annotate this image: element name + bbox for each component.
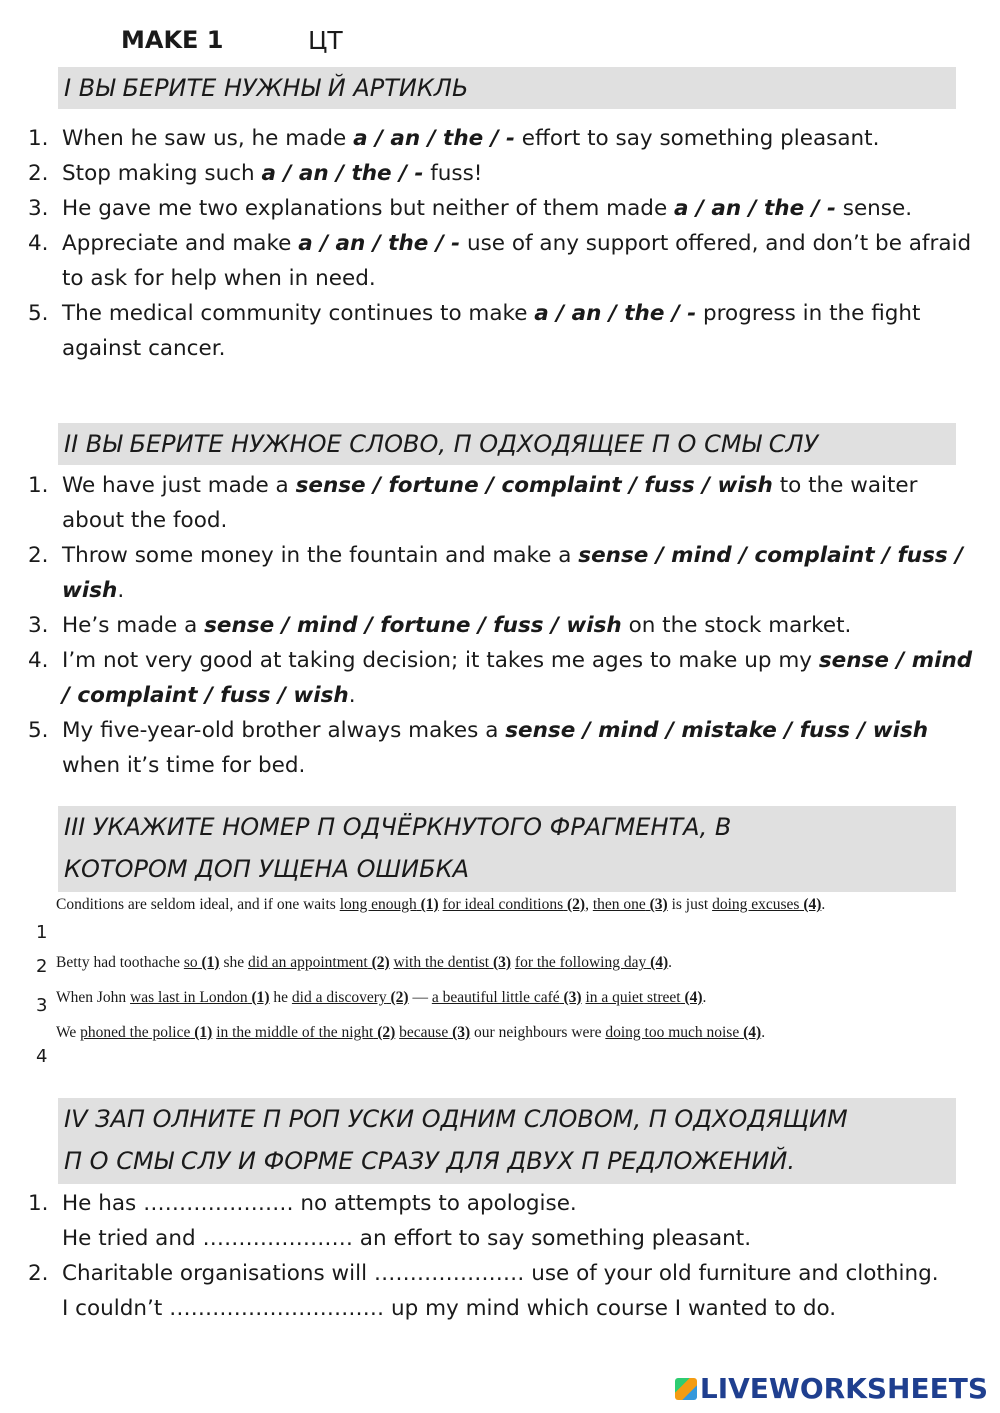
list-item	[28, 643, 983, 713]
fragment-marker: (4)	[646, 954, 669, 971]
fragment-marker: (2)	[373, 1024, 396, 1041]
fragment-3[interactable]: because	[399, 1024, 449, 1041]
list-item	[28, 191, 983, 226]
item-number: 2	[36, 956, 48, 977]
sentence-line	[62, 1291, 983, 1326]
item-text: Stop making such	[62, 161, 262, 186]
section-1-list	[28, 121, 983, 366]
section-2-list	[28, 468, 983, 783]
list-item	[28, 1186, 983, 1256]
fragment-4[interactable]: doing excuses	[712, 896, 800, 913]
fragment-1[interactable]: so	[183, 954, 198, 971]
answer-options[interactable]: a / an / the / -	[261, 161, 424, 186]
fragment-marker: (2)	[563, 896, 586, 913]
answer-options[interactable]: a / an / the / -	[674, 196, 836, 221]
fragment-4[interactable]: doing too much noise	[605, 1024, 740, 1041]
list-item	[28, 121, 983, 156]
item-text: effort to say something pleasant.	[514, 126, 880, 151]
answer-options[interactable]: sense / mind / complaint / fuss / wish	[62, 648, 973, 708]
item-text: Charitable organisations will	[62, 1261, 374, 1286]
item-text: sense.	[835, 196, 913, 221]
list-item	[28, 296, 983, 366]
answer-options[interactable]: a / an / the / -	[353, 126, 515, 151]
sentence-text: —	[408, 989, 432, 1006]
answer-options[interactable]: sense / fortune / complaint / fuss / wish	[295, 473, 773, 498]
fragment-marker: (1)	[416, 896, 439, 913]
item-number: 1.	[28, 1191, 49, 1216]
fragment-marker: (4)	[680, 989, 703, 1006]
fragment-1[interactable]: long enough	[339, 896, 417, 913]
fragment-marker: (4)	[799, 896, 822, 913]
answer-options[interactable]: a / an / the / -	[298, 231, 461, 256]
fragment-2[interactable]: for ideal conditions	[442, 896, 564, 913]
item-text: when it’s time for bed.	[62, 753, 306, 778]
item-text: use of your old furniture and clothing.	[524, 1261, 939, 1286]
worksheet-subtitle: ЦТ	[308, 26, 343, 55]
item-text: Appreciate and make	[62, 231, 299, 256]
sentence-text: .	[702, 989, 707, 1006]
item-number: 2.	[28, 543, 49, 568]
list-item	[28, 226, 983, 296]
item-number: 4.	[28, 648, 49, 673]
error-item	[36, 893, 936, 943]
list-item	[28, 713, 983, 783]
sentence-text: .	[668, 954, 673, 971]
item-number: 1.	[28, 473, 49, 498]
list-item	[28, 156, 983, 191]
item-text: My five-year-old brother always makes a	[62, 718, 506, 743]
error-item	[36, 951, 936, 979]
blank-field[interactable]: …………………	[143, 1191, 294, 1216]
item-text: .	[117, 578, 125, 603]
fragment-1[interactable]: was last in London	[130, 989, 248, 1006]
item-text: to the waiter about the food.	[62, 473, 918, 533]
section-3-heading-line2: КОТОРОМ ДОП УЩЕНА ОШИБКА	[64, 855, 470, 883]
fragment-4[interactable]: in a quiet street	[585, 989, 681, 1006]
fragment-2[interactable]: did a discovery	[291, 989, 387, 1006]
sentence-line	[62, 1256, 983, 1291]
section-3-heading	[58, 806, 956, 892]
fragment-marker: (1)	[190, 1024, 213, 1041]
item-text: use of any support offered, and don’t be afraid to ask for help when in need.	[62, 231, 972, 291]
sentence-text: .	[761, 1024, 766, 1041]
error-item	[36, 986, 936, 1014]
item-text: He tried and	[62, 1226, 203, 1251]
fragment-marker: (3)	[448, 1024, 471, 1041]
item-text: .	[348, 683, 356, 708]
list-item	[28, 538, 983, 608]
worksheet-title: MAKE 1	[121, 26, 224, 54]
blank-field[interactable]: …………………	[202, 1226, 353, 1251]
sentence-text: is just	[667, 896, 713, 913]
answer-options[interactable]: sense / mind / complaint / fuss / wish	[62, 543, 964, 603]
item-text: fuss!	[423, 161, 483, 186]
item-text: He gave me two explanations but neither of them made	[62, 196, 675, 221]
fragment-marker: (2)	[367, 954, 390, 971]
fragment-4[interactable]: for the following day	[514, 954, 647, 971]
list-item	[28, 608, 983, 643]
fragment-2[interactable]: in the middle of the night	[216, 1024, 374, 1041]
blank-field[interactable]: …………………	[373, 1261, 525, 1286]
sentence-text: Betty had toothache	[56, 954, 184, 971]
sentence-text: .	[821, 896, 826, 913]
fragment-3[interactable]: with the dentist	[393, 954, 490, 971]
item-text: no attempts to apologise.	[293, 1191, 577, 1216]
sentence-text: our neighbours were	[470, 1024, 606, 1041]
liveworksheets-logo-icon	[675, 1378, 697, 1400]
answer-options[interactable]: sense / mind / fortune / fuss / wish	[204, 613, 622, 638]
item-text: up my mind which course I wanted to do.	[384, 1296, 837, 1321]
fragment-marker: (3)	[489, 954, 512, 971]
sentence-line	[62, 1186, 983, 1221]
section-2-heading: II ВЫ БЕРИТЕ НУЖНОЕ СЛОВО, П ОДХОДЯЩЕЕ П О СМЫ СЛУ	[58, 423, 956, 465]
sentence-text: ,	[585, 896, 593, 913]
logo-text: LIVEWORKSHEETS	[699, 1372, 988, 1405]
item-text: progress in the fight against cancer.	[62, 301, 921, 361]
item-number: 3.	[28, 196, 49, 221]
item-text: When he saw us, he made	[62, 126, 354, 151]
item-text: The medical community continues to make	[62, 301, 535, 326]
item-number: 4.	[28, 231, 49, 256]
section-4-heading-line2: П О СМЫ СЛУ И ФОРМЕ СРАЗУ ДЛЯ ДВУХ П РЕДЛОЖЕНИЙ.	[64, 1147, 795, 1175]
fragment-marker: (4)	[739, 1024, 762, 1041]
item-text: I couldn’t	[62, 1296, 170, 1321]
list-item	[28, 468, 983, 538]
item-number: 1.	[28, 126, 49, 151]
liveworksheets-logo	[675, 1372, 988, 1405]
item-number: 3.	[28, 613, 49, 638]
section-4-heading-line1: IV ЗАП ОЛНИТЕ П РОП УСКИ ОДНИМ СЛОВОМ, П ОДХОДЯЩИМ	[64, 1105, 848, 1133]
item-number: 2.	[28, 1261, 49, 1286]
fragment-3[interactable]: then one	[592, 896, 646, 913]
item-text: Throw some money in the fountain and make a	[62, 543, 579, 568]
error-sentence	[56, 1021, 926, 1044]
item-number: 3	[36, 995, 48, 1016]
item-number: 2.	[28, 161, 49, 186]
fragment-marker: (2)	[386, 989, 409, 1006]
fragment-1[interactable]: phoned the police	[80, 1024, 191, 1041]
answer-options[interactable]: sense / mind / mistake / fuss / wish	[505, 718, 929, 743]
fragment-2[interactable]: did an appointment	[248, 954, 368, 971]
item-number: 4	[36, 1046, 48, 1067]
section-4-heading	[58, 1098, 956, 1184]
error-sentence	[56, 951, 926, 974]
sentence-text: We	[56, 1024, 81, 1041]
error-sentence	[56, 986, 926, 1009]
section-4-list	[28, 1186, 983, 1326]
fragment-marker: (1)	[197, 954, 220, 971]
item-text: on the stock market.	[621, 613, 852, 638]
sentence-text: Conditions are seldom ideal, and if one waits	[56, 896, 340, 913]
error-sentence	[56, 893, 926, 916]
sentence-text: When John	[56, 989, 131, 1006]
sentence-line	[62, 1221, 983, 1256]
item-text: He’s made a	[62, 613, 205, 638]
item-text: He has	[62, 1191, 144, 1216]
section-3-heading-line1: III УКАЖИТЕ НОМЕР П ОДЧЁРКНУТОГО ФРАГМЕНТА, В	[64, 813, 732, 841]
fragment-marker: (3)	[645, 896, 668, 913]
error-item	[36, 1021, 936, 1071]
answer-options[interactable]: a / an / the / -	[534, 301, 697, 326]
item-text: an effort to say something pleasant.	[352, 1226, 752, 1251]
fragment-marker: (3)	[559, 989, 582, 1006]
fragment-3[interactable]: a beautiful little café	[431, 989, 560, 1006]
item-number: 5.	[28, 301, 49, 326]
item-text: We have just made a	[62, 473, 296, 498]
fragment-marker: (1)	[247, 989, 270, 1006]
sentence-text: he	[269, 989, 292, 1006]
section-1-heading: I ВЫ БЕРИТЕ НУЖНЫ Й АРТИКЛЬ	[58, 67, 956, 109]
item-number: 1	[36, 922, 48, 943]
item-number: 5.	[28, 718, 49, 743]
blank-field[interactable]: …………………………	[169, 1296, 385, 1321]
item-text: I’m not very good at taking decision; it takes me ages to make up my	[62, 648, 819, 673]
sentence-text: she	[219, 954, 249, 971]
list-item	[28, 1256, 983, 1326]
